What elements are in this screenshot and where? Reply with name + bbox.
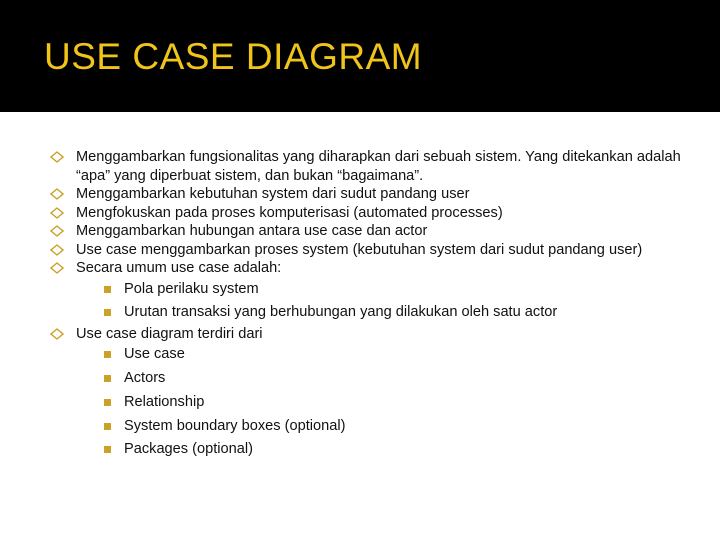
sub-list-item-text: System boundary boxes (optional): [124, 417, 346, 434]
list-item-text: Menggambarkan hubungan antara use case dan actor: [76, 223, 428, 239]
bullet-list: [50, 148, 690, 462]
list-item: [50, 325, 690, 462]
list-item-text: Menggambarkan fungsionalitas yang diharapkan dari sebuah sistem. Yang ditekankan adalah “apa” yang diperbuat sistem, dan bukan “bagaimana”.: [76, 149, 681, 184]
square-icon: [104, 286, 111, 293]
diamond-outline-icon: [50, 328, 64, 340]
sub-list-item-text: Urutan transaksi yang berhubungan yang dilakukan oleh satu actor: [124, 304, 558, 321]
list-item: [50, 185, 690, 204]
square-icon: [104, 446, 111, 453]
sub-bullet-list: [76, 343, 690, 462]
sub-list-item: [76, 391, 690, 415]
list-item-text: Mengfokuskan pada proses komputerisasi (automated processes): [76, 204, 503, 221]
sub-list-item-text: Packages (optional): [124, 441, 253, 458]
sub-list-item-text: Relationship: [124, 393, 205, 410]
sub-list-item: [76, 301, 690, 325]
square-icon: [104, 423, 111, 430]
diamond-outline-icon: [50, 207, 64, 219]
sub-bullet-list: [76, 278, 690, 325]
square-icon: [104, 309, 111, 316]
square-icon: [104, 375, 111, 382]
square-icon: [104, 351, 111, 358]
list-item: [50, 241, 690, 260]
list-item: [50, 259, 690, 325]
list-item-text: Use case menggambarkan proses system (kebutuhan system dari sudut pandang user): [76, 241, 643, 258]
sub-list-item: [76, 438, 690, 462]
diamond-outline-icon: [50, 151, 64, 163]
slide-title: USE CASE DIAGRAM: [44, 36, 423, 77]
list-item: [50, 204, 690, 223]
list-item-text: Use case diagram terdiri dari: [76, 325, 263, 342]
slide-content: [50, 148, 690, 462]
title-bar: [0, 0, 720, 112]
list-item-text: Menggambarkan kebutuhan system dari sudut pandang user: [76, 186, 470, 202]
sub-list-item-text: Actors: [124, 370, 166, 387]
sub-list-item: [76, 278, 690, 302]
list-item-text: Secara umum use case adalah:: [76, 260, 282, 276]
diamond-outline-icon: [50, 188, 64, 200]
sub-list-item-text: Pola perilaku system: [124, 280, 259, 297]
sub-list-item: [76, 343, 690, 367]
list-item: [50, 222, 690, 241]
sub-list-item: [76, 415, 690, 439]
square-icon: [104, 399, 111, 406]
diamond-outline-icon: [50, 225, 64, 237]
sub-list-item: [76, 367, 690, 391]
list-item: [50, 148, 690, 185]
sub-list-item-text: Use case: [124, 346, 185, 363]
diamond-outline-icon: [50, 244, 64, 256]
diamond-outline-icon: [50, 262, 64, 274]
